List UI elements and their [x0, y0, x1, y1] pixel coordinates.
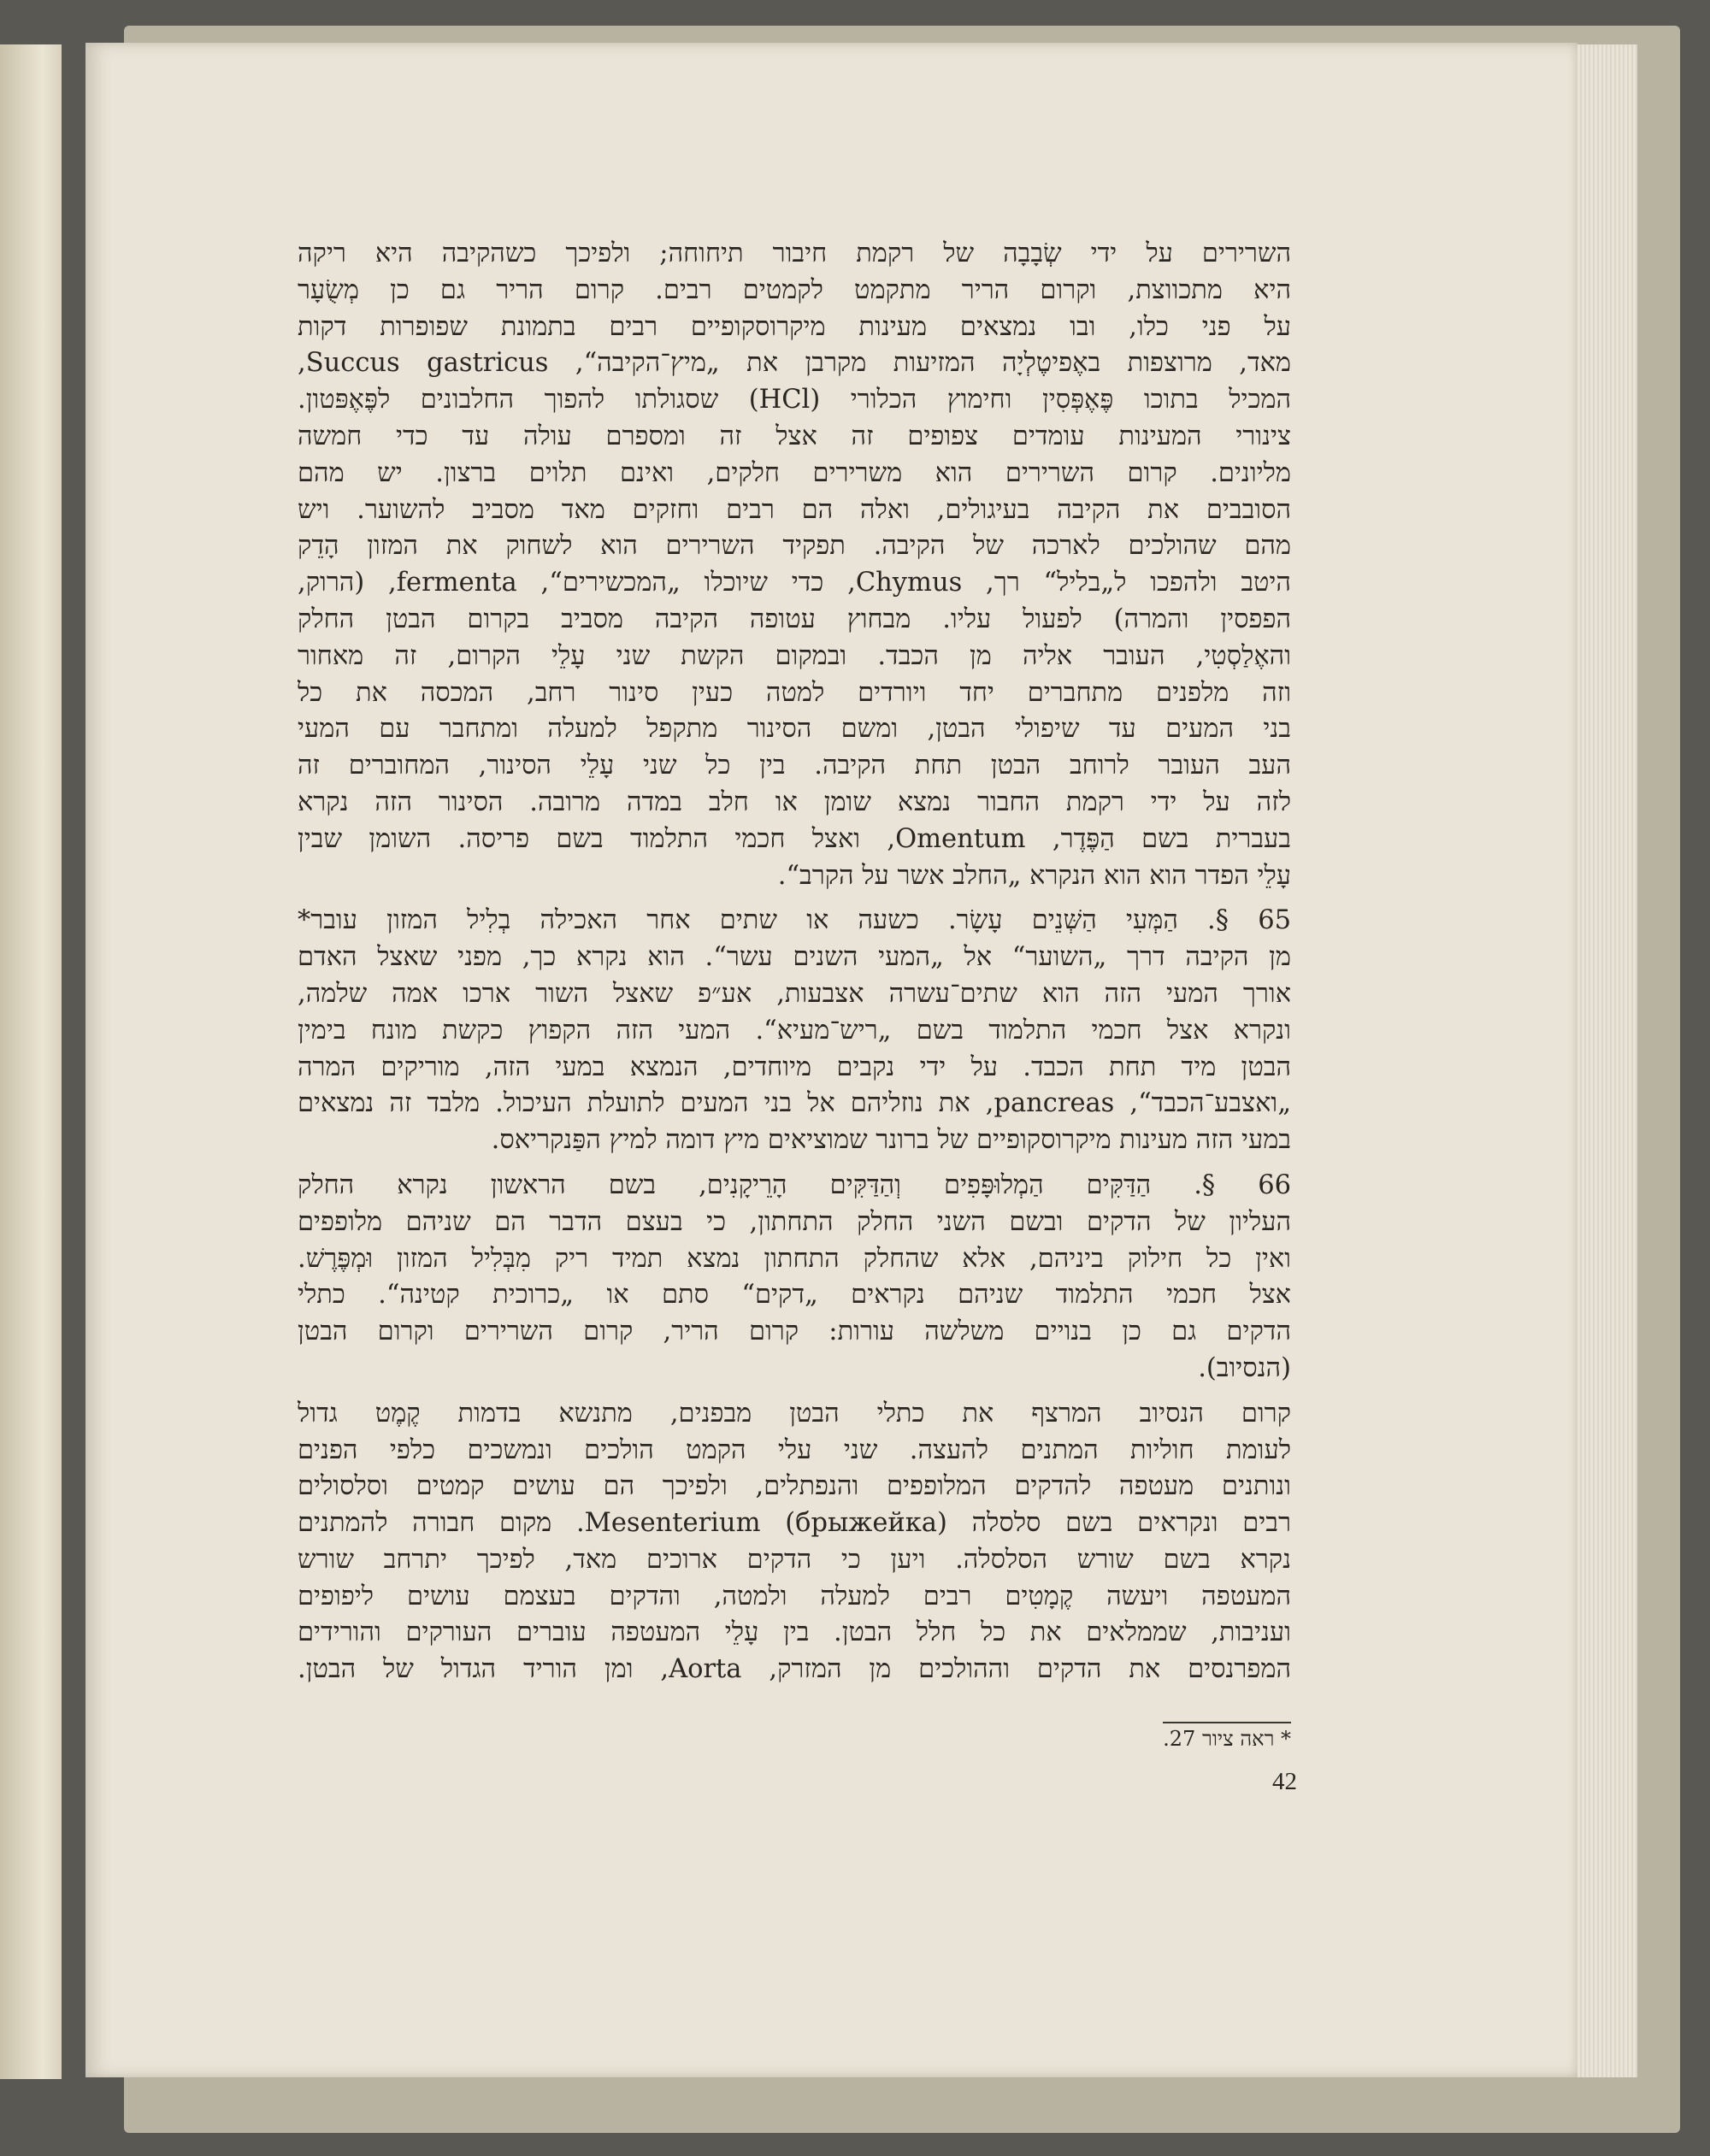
- page-number: 42: [1272, 1768, 1297, 1795]
- text-line: לעומת חוליות המתנים להעצה. שני עלי הקמט הולכים ונמשכים כלפי הפנים: [298, 1434, 1291, 1465]
- text-line: ונקרא אצל חכמי התלמוד בשם „ריש־מעיא“. המעי הזה הקפוץ כקשת מונח בימין: [298, 1015, 1291, 1046]
- text-line: וזה מלפנים מתחברים יחד ויורדים למטה כעין סינור רחב, המכסה את כל: [298, 677, 1291, 708]
- text-line: הבטן מיד תחת הכבד. על ידי נקבים מיוחדים, הנמצא במעי הזה, מוריקים המרה: [298, 1051, 1291, 1082]
- text-line: ונותנים מעטפה להדקים המלופפים והנפתלים, ולפיכך הם עושים קמטים וסלסולים: [298, 1471, 1291, 1502]
- text-line: הפפסין והמרה) לפעול עליו. מבחוץ עטופה הקיבה מסביב בקרום הבטן החלק: [298, 604, 1291, 634]
- text-line: ועניבות, שממלאים את כל חלל הבטן. בין עָלֵי המעטפה עוברים העורקים והורידים: [298, 1617, 1291, 1648]
- text-line: (הנסיוב).: [1198, 1352, 1291, 1383]
- text-line: מן הקיבה דרך „השוער“ אל „המעי השנים עשר“. הוא נקרא כך, מפני שאצל האדם: [298, 942, 1291, 973]
- paragraph-gap: [298, 1159, 1291, 1168]
- text-line: העליון של הדקים ובשם השני החלק התחתון, כי בעצם הדבר הם שניהם מלופפים: [298, 1206, 1291, 1237]
- text-line: המעטפה ויעשה קֶמָטִים רבים למעלה ולמטה, והדקים בעצמם עושים ליפופים: [298, 1581, 1291, 1611]
- text-line: המכיל בתוכו פֶּאֶפְּסִין וחימוץ הכלורי (HCl) שסגולתו להפוך החלבונים לפֶּאֶפּטון.: [298, 385, 1291, 415]
- paragraph-gap: [298, 894, 1291, 903]
- paragraph-gap: [298, 1387, 1291, 1396]
- text-line: עָלֵי הפדר הוא הוא הנקרא „החלב אשר על הקרב“.: [777, 860, 1291, 891]
- text-line: לזה על ידי רקמת החבור נמצא שומן או חלב במדה מרובה. הסינור הזה נקרא: [298, 786, 1291, 817]
- footnote-rule: [1163, 1722, 1291, 1723]
- text-line: מאד, מרוצפות באֶפיטֶלְיָה המזיעות מקרבן את „מיץ־הקיבה“, Succus gastricus,: [298, 348, 1291, 379]
- left-page-edge: [0, 44, 62, 2079]
- text-line: והאֶלַסְטִי, העובר אליה מן הכבד. ובמקום הקשת שני עָלֵי הקרום, זה מאחור: [298, 640, 1291, 671]
- text-line: צינורי המעינות עומדים צפופים זה אצל זה ומספרם עולה עד כדי חמשה: [298, 421, 1291, 451]
- footnote: * ראה ציור 27.: [1163, 1727, 1291, 1751]
- text-line: מהם שהולכים לארכה של הקיבה. תפקיד השרירים הוא לשחוק את המזון הָדֵק: [298, 531, 1291, 562]
- text-line: היא מתכווצת, וקרום הריר מתקמט לקמטים רבים. קרום הריר גם כן מְשֻׂעָר: [298, 274, 1291, 305]
- text-line: העב העובר לרוחב הבטן תחת הקיבה. בין כל שני עָלֵי הסינור, המחוברים זה: [298, 751, 1291, 781]
- text-line: רבים ונקראים בשם סלסלה (брыжейка) Mesenterium. מקום חבורה להמתנים: [298, 1508, 1291, 1539]
- text-line: בני המעים עד שיפולי הבטן, ומשם הסינור מתקפל למעלה ומתחבר עם המעי: [298, 714, 1291, 745]
- text-line: הדקים גם כן בנויים משלשה עורות: קרום הריר, קרום השרירים וקרום הבטן: [298, 1317, 1291, 1347]
- text-line: במעי הזה מעינות מיקרוסקופיים של ברונר שמוציאים מיץ דומה למיץ הפַּנקריאס.: [491, 1125, 1291, 1156]
- text-line: בעברית בשם הַפֶּדֶר, Omentum, ואצל חכמי התלמוד בשם פריסה. השומן שבין: [298, 823, 1291, 854]
- section-66-heading-line: 66 §. הַדַּקִּים הַמְלוּפָּפִים וְהַדַּקִּים הָרֵיקָנִים, בשם הראשון נקרא החלק: [298, 1169, 1291, 1200]
- text-line: אורך המעי הזה הוא שתים־עשרה אצבעות, אע״פ שאצל השור ארכו אמה שלמה,: [298, 978, 1291, 1009]
- text-line: קרום הנסיוב המרצף את כתלי הבטן מבפנים, מתנשא בדמות קֶמֶט גדול: [298, 1398, 1291, 1428]
- book-page: [86, 43, 1577, 2077]
- page-stack-edge: [1573, 44, 1637, 2077]
- section-65-heading-line: 65 §. הַמְּעִי הַשְּׁנֵים עָשָׂר. כשעה או שתים אחר האכילה בְלִיל המזון עובר*: [298, 905, 1291, 936]
- text-line: מליונים. קרום השרירים הוא משרירים חלקים, ואינם תלוים ברצון. יש מהם: [298, 457, 1291, 488]
- text-line: הסובבים את הקיבה בעיגולים, ואלה הם רבים וחזקים מאד מסביב להשוער. ויש: [298, 494, 1291, 525]
- text-line: ואין כל חילוק ביניהם, אלא שהחלק התחתון נמצא תמיד ריק מִבְּלִיל המזון וּמְפֶּרֶשׁ.: [298, 1243, 1291, 1274]
- text-line: השרירים על ידי שְׂבָבָה של רקמת חיבור תיחוחה; ולפיכך כשהקיבה היא ריקה: [298, 239, 1291, 268]
- text-line: המפרנסים את הדקים וההולכים מן המזרק, Aorta, ומן הוריד הגדול של הבטן.: [298, 1654, 1291, 1685]
- text-line: היטב ולהפכו ל„בליל“ רך, Chymus, כדי שיוכלו „המכשירים“, fermenta, (הרוק,: [298, 568, 1291, 598]
- text-line: אצל חכמי התלמוד שניהם נקראים „דקים“ סתם או „כרוכית קטינה“. כתלי: [298, 1280, 1291, 1311]
- text-line: על פני כלו, ובו נמצאים מעינות מיקרוסקופיים רבים בתמונת שפופרות דקות: [298, 311, 1291, 342]
- text-line: נקרא בשם שורש הסלסלה. ויען כי הדקים ארוכים מאד, לפיכך יתרחב שורש: [298, 1544, 1291, 1575]
- body-text: [298, 236, 1291, 1688]
- text-line: „ואצבע־הכבד“, pancreas, את נוזליהם אל בני המעים לתועלת העיכול. מלבד זה נמצאים: [298, 1088, 1291, 1119]
